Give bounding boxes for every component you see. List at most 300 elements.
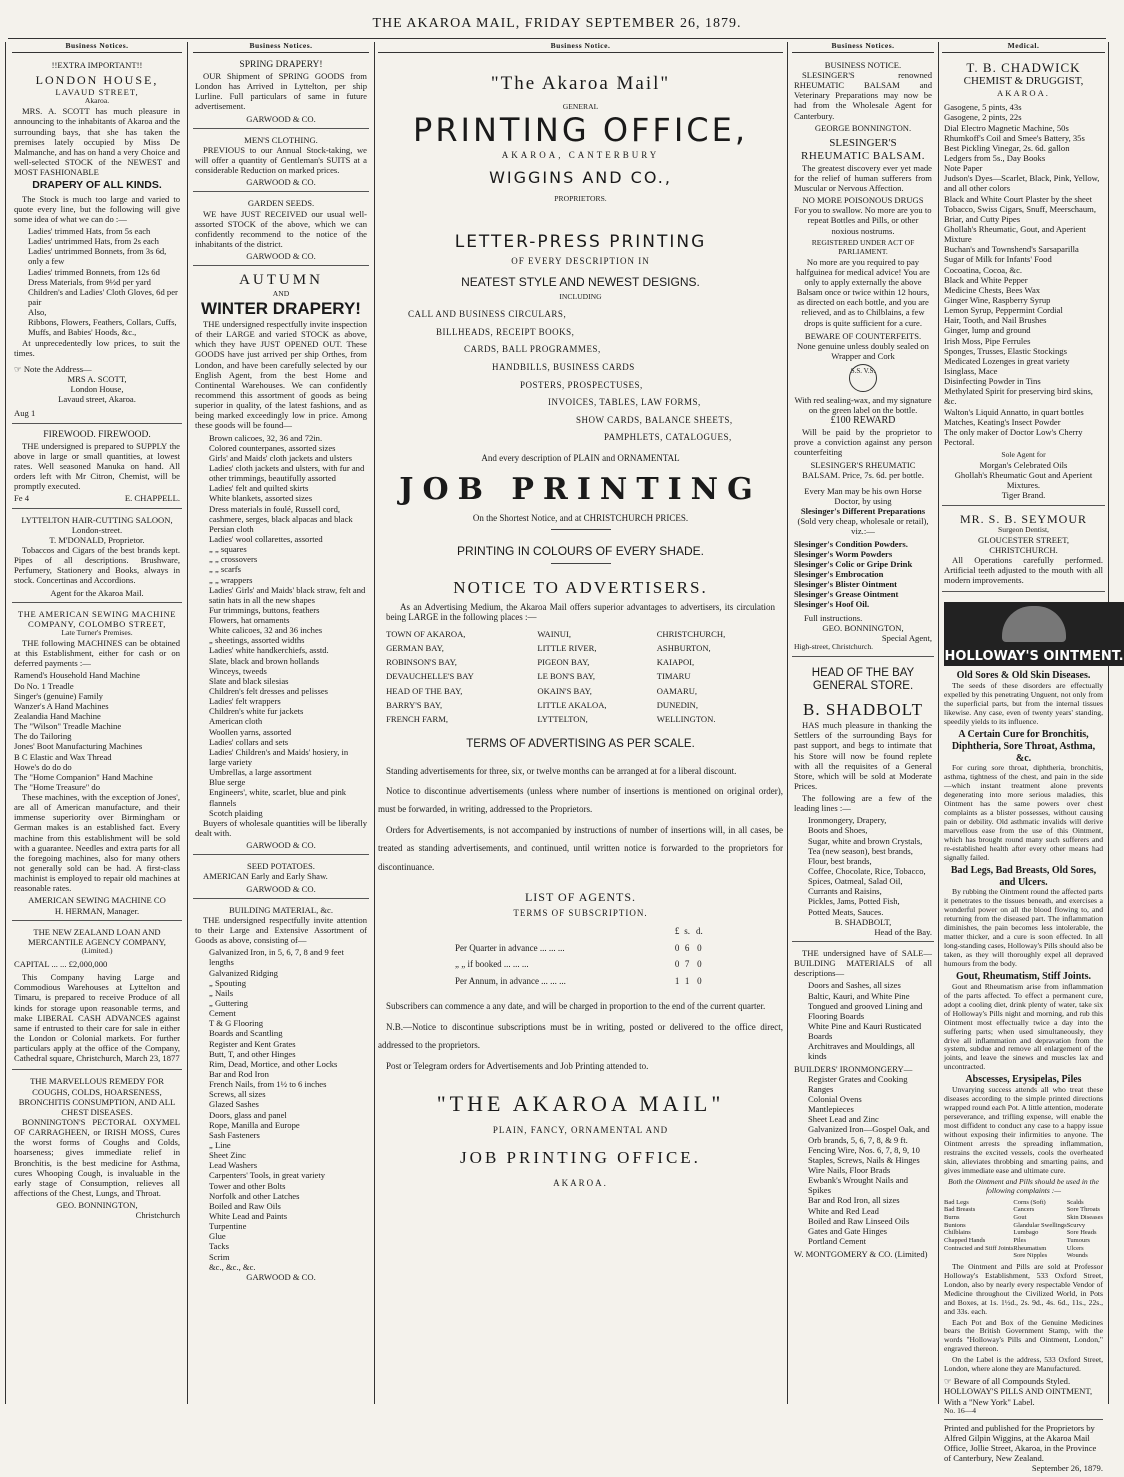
- ad-body: MRS. A. SCOTT has much pleasure in announcing to the inhabitants of Akaroa and the surrounding bays, that she has taken the premises lately occupied by Miss De Malmanche, and has on hand a very Choice and well-selected STOCK of the NEWEST and MOST FASHIONABLE: [14, 106, 180, 178]
- complaints-table: [944, 1199, 1103, 1260]
- list-item: The do Tailoring: [14, 731, 72, 742]
- ad-signature: GARWOOD & CO.: [246, 1271, 316, 1282]
- list-item: Lead Washers: [209, 1160, 258, 1171]
- list-item: Ramend's Household Hand Machine: [14, 670, 140, 681]
- complaint-item: Lumbago: [1013, 1229, 1039, 1237]
- list-item: Slesinger's Condition Powders.: [794, 538, 908, 549]
- table-cell: LYTTELTON,: [537, 713, 588, 724]
- currency-header: s.: [684, 926, 690, 936]
- ad-body: THE undersigned respectfully invite attention to their Large and Extensive Assortment of Goods as above, consisting of—: [195, 914, 367, 946]
- column-rule: [938, 42, 939, 1404]
- colours-label: PRINTING IN COLOURS OF EVERY SHADE.: [457, 543, 704, 558]
- ad-heading: £100 REWARD: [830, 415, 896, 427]
- complaint-item: Wounds: [1066, 1252, 1088, 1260]
- list-item: Slesinger's Hoof Oil.: [794, 599, 870, 610]
- list-item: POSTERS, PROSPECTUSES,: [520, 379, 643, 390]
- table-cell: PIGEON BAY,: [537, 657, 590, 668]
- ad-signature: Head of the Bay.: [874, 926, 932, 937]
- list-item: Ginger Wine, Raspberry Syrup: [944, 294, 1051, 305]
- ad-heading: BUILDERS' IRONMONGERY—: [794, 1063, 913, 1074]
- ad-title: MR. S. B. SEYMOUR: [959, 511, 1088, 526]
- column-rule: [187, 42, 188, 1404]
- holloway-ad: [942, 595, 1124, 1477]
- list-item: Also,: [28, 307, 47, 318]
- list-item: Ladies' trimmed Hats, from 5s each: [28, 226, 151, 237]
- list-item: Flowers, hat ornaments: [209, 615, 290, 626]
- column-rule: [374, 42, 375, 1404]
- list-item: Ledgers from 5s., Day Books: [944, 152, 1046, 163]
- list-item: Galvanized Ridging: [209, 967, 278, 978]
- ad-note: No. 16—4: [944, 1405, 977, 1415]
- ad-heading: NO MORE POISONOUS DRUGS: [802, 195, 924, 206]
- list-item: Methylated Spirit for preserving bird skins, &c.: [944, 386, 1093, 407]
- building-material-ad: [193, 902, 369, 1286]
- hair-saloon-ad: [12, 512, 182, 603]
- list-item: Matches, Keating's Insect Powder: [944, 416, 1061, 427]
- ad-signature: T. M'DONALD, Proprietor.: [49, 534, 145, 545]
- list-item: Glazed Sashes: [209, 1099, 259, 1110]
- column-rule: [787, 42, 788, 1404]
- mail-title: "The Akaroa Mail": [490, 72, 671, 94]
- ad-body: On the Label is the address, 533 Oxford Street, London, where alone they are Manufactured.: [944, 1355, 1103, 1374]
- slesinger-ad: [792, 57, 934, 657]
- ad-title: MEN'S CLOTHING.: [244, 134, 318, 145]
- list-item: „ Spouting: [209, 977, 247, 988]
- allegory-figure-icon: [1002, 606, 1066, 642]
- list-item: Potted Meats, Sauces.: [808, 906, 884, 917]
- column-5: [942, 41, 1124, 1474]
- firm-name: WIGGINS AND CO.,: [489, 167, 672, 187]
- list-item: Buchan's and Townshend's Sarsaparilla: [944, 244, 1079, 255]
- list-item: B C Elastic and Wax Thread: [14, 751, 112, 762]
- ad-heading: DRAPERY OF ALL KINDS.: [32, 179, 162, 192]
- complaint-item: Cancers: [1013, 1206, 1035, 1214]
- ad-body: SLESINGER'S RHEUMATIC BALSAM. Price, 7s. 6d. per bottle.: [802, 459, 924, 480]
- list-item: Rim, Dead, Mortice, and other Locks: [209, 1058, 338, 1069]
- list-item: Zealandia Hand Machine: [14, 710, 101, 721]
- place-label: AKAROA, CANTERBURY: [501, 149, 660, 160]
- sewing-machine-ad: [12, 606, 182, 921]
- list-item: CALL AND BUSINESS CIRCULARS,: [408, 309, 567, 320]
- list-item: Walton's Liquid Annatto, in quart bottles: [944, 406, 1084, 417]
- list-item: Note Paper: [944, 163, 983, 174]
- list-item: Children's white fur jackets: [209, 706, 304, 717]
- ad-signature: GARWOOD & CO.: [246, 840, 316, 851]
- column-rule: [5, 42, 6, 1404]
- terms-paragraph: Notice to discontinue advertisements (unless where number of insertions is mentioned on original order), must be forwarded, in writing, addressed to the Proprietors.: [378, 786, 783, 815]
- list-item: Best Pickling Vinegar, 2s. 6d. gallon: [944, 142, 1070, 153]
- ad-body: This Company having Large and Commodious Warehouses at Lyttelton and Timaru, is prepared to receive Produce of all kinds for storage upon reasonable terms, and make LIBERAL CASH ADVANCES against same if entrusted to their care for sale in either the London or Colonial markets. For further particulars apply at the office of the Company, Cathedral square, Christchurch, March 23, 1877: [14, 972, 180, 1064]
- list-item: Ladies' cloth jackets and ulsters, with fur and other trimmings, beautifully assorted: [209, 462, 365, 484]
- list-item: Ghollah's Rheumatic, Gout, and Aperient Mixture: [944, 223, 1086, 245]
- list-item: Lemon Syrup, Peppermint Cordial: [944, 305, 1063, 316]
- table-cell: „ „ if booked ... ... ...: [454, 959, 529, 970]
- subscription-note: N.B.—Notice to discontinue subscriptions must be in writing, posted or delivered to the office direct, addressed to the proprietors.: [378, 1021, 783, 1051]
- list-item: „ sheetings, assorted widths: [209, 635, 305, 646]
- ad-date: Aug 1: [14, 408, 36, 419]
- list-item: Ladies' untrimmed Hats, from 2s each: [28, 236, 159, 247]
- ad-body: THE following MACHINES can be obtained at this Establishment, either for cash or on deferred payments :—: [14, 637, 180, 669]
- table-cell: Per Quarter in advance ... ... ...: [454, 942, 565, 953]
- ad-item-list: [195, 947, 367, 1272]
- ad-title: SPRING DRAPERY!: [239, 59, 323, 70]
- list-item: Gates and Gate Hinges: [808, 1225, 887, 1236]
- table-cell: ASHBURTON,: [656, 643, 711, 654]
- list-item: Sugar, white and brown Crystals,: [808, 835, 923, 846]
- ad-signature: GARWOOD & CO.: [246, 251, 316, 262]
- list-item: Wire Nails, Floor Brads: [808, 1164, 891, 1175]
- column-rule: [1108, 42, 1109, 1404]
- ad-town: Akaroa.: [84, 96, 110, 106]
- list-item: Slate, black and brown hollands: [209, 655, 320, 666]
- complaint-item: Sore Throats: [1066, 1206, 1100, 1214]
- ad-title: LYTTELTON HAIR-CUTTING SALOON,: [21, 514, 173, 525]
- letterpress-title: LETTER-PRESS PRINTING: [454, 232, 707, 253]
- list-item: Engineers', white, scarlet, blue and pink flannels: [209, 787, 347, 808]
- ad-body: At unprecedentedly low prices, to suit the times.: [14, 337, 180, 358]
- table-cell: LITTLE AKALOA,: [537, 699, 607, 710]
- list-item: Ladies' untrimmed Bonnets, from 3s 6d, only a few: [28, 246, 167, 267]
- table-row: [386, 627, 775, 641]
- list-item: Ginger, lump and ground: [944, 325, 1031, 336]
- ad-body: (Sold very cheap, wholesale or retail), viz.:—: [797, 516, 929, 537]
- ad-signature: GEO. BONNINGTON,: [822, 622, 904, 633]
- ad-street: LAVAUD STREET,: [55, 87, 139, 98]
- complaint-item: Contracted and Stiff Joints: [944, 1244, 1014, 1252]
- complaint-item: Rheumatism: [1013, 1244, 1047, 1252]
- plain-label: And every description of PLAIN and ORNAMENTAL: [481, 453, 680, 464]
- ad-body: OUR Shipment of SPRING GOODS from London has Arrived in Lyttelton, per ship Lurline. Full particulars of same in future advertisement.: [195, 71, 367, 112]
- list-item: Black and White Pepper: [944, 274, 1028, 285]
- remedy-ad: [12, 1073, 182, 1224]
- mens-clothing-ad: [193, 132, 369, 193]
- complaint-item: Ulcers: [1066, 1244, 1084, 1252]
- complaints-column: [1013, 1199, 1066, 1260]
- list-item: Disinfecting Powder in Tins: [944, 376, 1041, 387]
- seal-stamp: S.S. V.S.: [849, 364, 877, 392]
- list-item: Glue: [209, 1231, 226, 1242]
- complaints-column: [944, 1199, 1013, 1260]
- currency-header: d.: [696, 926, 703, 936]
- list-item: Slesinger's Grease Ointment: [794, 589, 899, 600]
- column-header: Business Notice.: [378, 42, 783, 53]
- list-item: Fur trimmings, buttons, feathers: [209, 604, 320, 615]
- complaint-item: Glandular Swellings: [1013, 1221, 1067, 1229]
- list-item: Sash Fasteners: [209, 1129, 260, 1140]
- complaint-item: Bad Legs: [944, 1198, 969, 1206]
- list-item: Scotch plaiding: [209, 807, 263, 818]
- subscription-note: Post or Telegram orders for Advertisements and Job Printing attended to.: [386, 1060, 649, 1071]
- complaint-item: Skin Diseases: [1066, 1213, 1103, 1221]
- table-row: [386, 641, 775, 655]
- ad-address: CHRISTCHURCH.: [989, 544, 1058, 555]
- ad-body: These machines, with the exception of Jones', are all of American manufacture, and their immense superiority over Birmingham or German makes is an established fact. Every machine from this establishment will be sold with a guarantee. Needles and extra parts for all the foregoing machines, also for many others not generally sold can be had. A first-class machinist is employed to repair old machines at reasonable rates.: [14, 792, 180, 894]
- list-item: Boiled and Raw Oils: [209, 1200, 281, 1211]
- services-list: [378, 309, 783, 443]
- complaints-column: [1067, 1199, 1103, 1260]
- table-cell: 0: [697, 959, 702, 970]
- ad-title: GARDEN SEEDS.: [247, 198, 315, 209]
- table-row: [386, 655, 775, 669]
- table-cell: 6: [684, 942, 690, 953]
- list-item: Gasogene, 5 pints, 43s: [944, 102, 1022, 113]
- list-item: Sugar of Milk for Infants' Food: [944, 254, 1052, 265]
- list-item: Rhumkoff's Coil and Smee's Battery, 35s: [944, 132, 1085, 143]
- table-cell: WAINUI,: [537, 629, 572, 640]
- list-item: The "Home Treasure" do: [14, 781, 101, 792]
- list-item: Girls' and Maids' cloth jackets and ulsters: [209, 452, 352, 463]
- terms-paragraphs: [378, 762, 783, 877]
- ad-signature: B. SHADBOLT,: [834, 916, 892, 927]
- list-item: Portland Cement: [808, 1235, 866, 1246]
- ad-signature: E. CHAPPELL.: [124, 493, 180, 504]
- table-cell: FRENCH FARM,: [386, 713, 449, 724]
- ad-body: Will be paid by the proprietor to prove a conviction against any person counterfeiting: [794, 427, 932, 458]
- ad-title: SEED POTATOES.: [247, 861, 315, 872]
- table-row: [386, 712, 775, 726]
- list-item: „ „ wrappers: [209, 574, 253, 585]
- list-item: Colonial Ovens: [808, 1094, 862, 1104]
- shadbolt-ad: [792, 660, 934, 942]
- table-cell: DEVAUCHELLE'S BAY: [386, 671, 474, 682]
- table-cell: 1: [684, 975, 690, 986]
- table-cell: LITTLE RIVER,: [537, 643, 597, 654]
- ad-signature: W. MONTGOMERY & CO. (Limited): [794, 1249, 928, 1260]
- complaint-item: Chapped Hands: [944, 1236, 986, 1244]
- ad-signature: GEO. BONNINGTON,: [56, 1200, 138, 1211]
- ad-body: With red sealing-wax, and my signature on the green label on the bottle.: [794, 395, 932, 416]
- table-cell: Per Annum, in advance ... ... ...: [454, 975, 566, 986]
- akaroa-label: AKAROA.: [553, 1177, 608, 1188]
- ad-body: The Ointment and Pills are sold at Professor Holloway's Establishment, 533 Oxford Street, London, also by nearly every respectable Vendor of Medicine throughout the Civilized World, in Pots and Boxes, at 1s. 1½d., 2s. 9d., 4s. 6d., 11s., 22s., and 33s. each.: [944, 1261, 1103, 1316]
- ad-town: AKAROA.: [997, 88, 1050, 99]
- ad-item-list: [944, 102, 1103, 447]
- every-label: OF EVERY DESCRIPTION IN: [511, 256, 650, 267]
- ad-title: THE MARVELLOUS REMEDY FOR COUGHS, COLDS, HOARSENESS, BRONCHITIS CONSUMPTION, AND ALL CHEST DISEASES.: [18, 1076, 176, 1117]
- ad-signature: MRS A. SCOTT,: [67, 373, 127, 384]
- table-cell: OAMARU,: [656, 685, 698, 696]
- list-item: „ Nails: [209, 987, 234, 998]
- table-cell: TIMARU: [656, 671, 691, 682]
- ad-body: The seeds of these disorders are effectually expelled by this penetrating Unguent, not only from the superficial parts, but from the internal tissues likewise. Any case, even of twenty years' standing, speedily yields to its influence.: [944, 681, 1103, 726]
- list-item: Norfolk and other Latches: [209, 1190, 300, 1201]
- ad-body: Tiger Brand.: [1001, 490, 1046, 501]
- list-item: Sheet Lead and Zinc: [808, 1114, 879, 1125]
- ad-heading: Old Sores & Old Skin Diseases.: [956, 670, 1091, 682]
- list-item: Sheet Zinc: [209, 1150, 246, 1161]
- table-row: [455, 940, 706, 957]
- list-item: Doors, glass and panel: [209, 1109, 287, 1120]
- ad-heading: RHEUMATIC BALSAM.: [800, 149, 925, 162]
- plain-fancy-label: PLAIN, FANCY, ORNAMENTAL AND: [492, 1125, 669, 1136]
- column-header: Business Notices.: [792, 42, 934, 53]
- list-item: Spices, Oatmeal, Salad Oil,: [808, 876, 903, 887]
- complaint-item: Bad Breasts: [944, 1206, 976, 1214]
- list-item: Ladies' felt and quilted skirts: [209, 483, 309, 494]
- list-item: Galvanized Iron, in 5, 6, 7, 8 and 9 feet lengths: [209, 947, 344, 968]
- table-cell: WELLINGTON.: [656, 713, 716, 724]
- subscription-notes: [378, 997, 783, 1075]
- list-item: Coffee, Chocolate, Rice, Tobacco,: [808, 866, 926, 877]
- list-item: SHOW CARDS, BALANCE SHEETS,: [576, 414, 733, 425]
- ad-title: BUSINESS NOTICE.: [824, 59, 902, 70]
- list-item: Medicine Chests, Bees Wax: [944, 284, 1041, 295]
- ad-body: Each Pot and Box of the Genuine Medicines bears the British Government Stamp, with the words "Holloway's Pills and Ointment, London," engraved thereon.: [944, 1317, 1103, 1354]
- mail-big-title: "THE AKAROA MAIL": [436, 1091, 725, 1117]
- ad-signature: Special Agent,: [881, 632, 932, 643]
- masthead: THE AKAROA MAIL, FRIDAY SEPTEMBER 26, 1879.: [372, 16, 742, 31]
- ad-body: For you to swallow. No more are you to repeat Bottles and Pills, or other noxious nostrums.: [794, 205, 932, 236]
- holloway-logo: [944, 602, 1124, 666]
- list-item: White blankets, assorted sizes: [209, 493, 313, 504]
- list-item: Boards and Scantling: [209, 1028, 283, 1039]
- list-item: „ „ squares: [209, 544, 247, 555]
- ad-note: REGISTERED UNDER ACT OF PARLIAMENT.: [811, 237, 915, 256]
- ad-body: WE have JUST RECEIVED our usual well-assorted STOCK of the above, which we can confidently recommend to the notice of the inhabitants of the district.: [195, 208, 367, 250]
- list-item: PAMPHLETS, CATALOGUES,: [604, 432, 732, 443]
- ad-address: GLOUCESTER STREET,: [977, 534, 1070, 545]
- list-item: Winceys, tweeds: [209, 665, 267, 676]
- list-item: Rope, Manilla and Europe: [209, 1119, 300, 1130]
- list-item: The only maker of Doctor Low's Cherry Pectoral.: [944, 426, 1083, 447]
- table-cell: DUNEDIN,: [656, 699, 698, 710]
- column-1: [12, 42, 182, 1404]
- ad-subtitle: AND: [272, 288, 290, 298]
- list-item: „ „ crossovers: [209, 554, 258, 565]
- table-cell: OKAIN'S BAY,: [537, 685, 592, 696]
- ad-heading: ☞ Beware of all Compounds Styled.: [944, 1376, 1071, 1387]
- firewood-ad: [12, 427, 182, 509]
- list-item: Jones' Boot Manufacturing Machines: [14, 741, 143, 752]
- list-item: „ Guttering: [209, 997, 248, 1008]
- list-item: Ladies' collars and sets: [209, 736, 289, 747]
- ad-item-list: [14, 226, 180, 338]
- list-item: The "Wilson" Treadle Machine: [14, 721, 122, 732]
- ad-item-list: [794, 1074, 932, 1246]
- table-cell: LE BON'S BAY,: [537, 671, 596, 682]
- ad-street: London-street.: [71, 524, 123, 535]
- ad-subtitle: Late Turner's Premises.: [61, 628, 133, 637]
- ad-body: THE undersigned is prepared to SUPPLY the above in large or small quantities, at lowest rates. Well seasoned Manuka on hand. All orders left with Mr Citron, Chemist, will be promptly executed.: [14, 440, 180, 492]
- ad-body: Ghollah's Rheumatic Gout and Aperient Mixtures.: [954, 470, 1093, 491]
- ad-item-list: [794, 980, 932, 1061]
- table-cell: 0: [674, 959, 680, 970]
- list-item: Howe's do do do: [14, 761, 72, 772]
- table-cell: TOWN OF AKAROA,: [386, 629, 466, 640]
- ad-address: High-street, Christchurch.: [794, 641, 874, 651]
- list-item: Register Grates and Cooking Ranges: [808, 1073, 908, 1094]
- currency-header: £: [674, 926, 680, 936]
- ad-body: Every Man may be his own Horse Doctor, by using: [804, 485, 922, 506]
- towns-table: [386, 627, 775, 726]
- ad-signature: GARWOOD & CO.: [246, 113, 316, 124]
- table-row: [386, 669, 775, 683]
- ad-address: Lavaud street, Akaroa.: [58, 394, 136, 405]
- table-cell: 0: [697, 942, 702, 953]
- ad-heading: SLESINGER'S: [829, 136, 897, 149]
- list-item: Brown calicoes, 32, 36 and 72in.: [209, 432, 323, 443]
- list-item: Staples, Screws, Nails & Hinges: [808, 1154, 920, 1165]
- montgomery-ad: [792, 945, 934, 1263]
- ad-heading: Slesinger's Different Preparations: [800, 506, 926, 517]
- ad-title: FIREWOOD. FIREWOOD.: [43, 429, 151, 440]
- complaint-item: Gout: [1013, 1213, 1027, 1221]
- table-cell: 7: [684, 959, 690, 970]
- list-item: Mantlepieces: [808, 1104, 854, 1115]
- table-cell: 0: [697, 975, 702, 986]
- list-item: Doors and Sashes, all sizes: [808, 980, 901, 991]
- list-item: Ladies' trimmed Bonnets, from 12s 6d: [28, 266, 160, 277]
- ad-heading: HOLLOWAY'S PILLS AND OINTMENT,: [944, 1386, 1093, 1397]
- list-item: Carpenters' Tools, in great variety: [209, 1170, 326, 1181]
- list-item: Architraves and Mouldings, all kinds: [808, 1041, 915, 1062]
- ad-address: London House,: [70, 384, 124, 395]
- notice-title: NOTICE TO ADVERTISERS.: [453, 577, 708, 597]
- london-house-ad: [12, 57, 182, 424]
- ad-title: LONDON HOUSE,: [35, 72, 159, 87]
- ad-body: None genuine unless doubly sealed on Wrapper and Cork: [797, 340, 929, 361]
- list-item: White Pine and Kauri Rusticated Boards: [808, 1021, 922, 1042]
- ad-note: Agent for the Akaroa Mail.: [50, 587, 144, 598]
- ad-item-list: [794, 539, 932, 610]
- list-item: Colored counterpanes, assorted sizes: [209, 442, 336, 453]
- list-item: Ribbons, Flowers, Feathers, Collars, Cuffs, Muffs, and Babies' Hoods, &c.,: [28, 317, 177, 338]
- ad-title: THE NEW ZEALAND LOAN AND MERCANTILE AGENCY COMPANY,: [28, 926, 166, 947]
- including-label: INCLUDING: [559, 292, 602, 302]
- complaint-item: Sore Heads: [1066, 1229, 1097, 1237]
- complaint-item: Corns (Soft): [1013, 1198, 1046, 1206]
- autumn-drapery-ad: [193, 269, 369, 855]
- ad-body: The following are a few of the leading lines :—: [794, 793, 932, 814]
- agents-title: LIST OF AGENTS.: [524, 890, 637, 905]
- list-item: Dress materials in foulé, Russell cord, cashmere, serges, black alpacas and black Persian cloth: [209, 503, 353, 534]
- ad-heading: WINTER DRAPERY!: [201, 298, 361, 318]
- ad-title: HEAD OF THE BAY GENERAL STORE.: [811, 666, 915, 693]
- ad-body: THE undersigned respectfully invite inspection of their LARGE and varied STOCK as above, which they have JUST OPENED OUT. These GOODS have just arrived per ship Orthes, from London, and have been carefully selected by our English Agent, from the best Home and Continental Warehouses. We can confidently recommend this assortment of goods as being superior in quality, of the latest fashions, and as being marked exceedingly low in price. Among these goods will be found—: [195, 318, 367, 431]
- list-item: Ironmongery, Drapery,: [808, 815, 887, 826]
- complaint-item: Chilblains: [944, 1229, 971, 1237]
- list-item: Butt, T, and other Hinges: [209, 1048, 296, 1059]
- list-item: Umbrellas, a large assortment: [209, 767, 312, 778]
- list-item: The "Home Companion" Hand Machine: [14, 771, 153, 782]
- ad-body: By rubbing the Ointment round the affected parts it penetrates to the tissues beneath, and exercises a wonderful power on all the blood flowing to, and returning from the diseased part. The inflammation diminishes, the pain becomes less intolerable, the matter thicker, and a cure is soon effected. In all long-standing cases, Holloway's Pills should also be taken, as they will thoroughly expel all depraved humours from the body.: [944, 887, 1103, 969]
- list-item: Screws, all sizes: [209, 1089, 266, 1100]
- table-cell: ROBINSON'S BAY,: [386, 657, 457, 668]
- list-item: Slesinger's Blister Ointment: [794, 579, 897, 590]
- ad-title: T. B. CHADWICK: [966, 59, 1081, 75]
- list-item: Scrim: [209, 1251, 230, 1262]
- list-item: Do No. 1 Treadle: [14, 680, 74, 691]
- ad-title: BUILDING MATERIAL, &c.: [228, 904, 334, 915]
- list-item: Tea (new season), best brands,: [808, 845, 913, 856]
- column-header: Medical.: [942, 42, 1105, 53]
- table-cell: GERMAN BAY,: [386, 643, 444, 654]
- table-cell: HEAD OF THE BAY,: [386, 685, 463, 696]
- ad-signature: GEORGE BONNINGTON.: [814, 122, 912, 133]
- list-item: Boiled and Raw Linseed Oils: [808, 1215, 910, 1226]
- terms-paragraph: Standing advertisements for three, six, or twelve months can be arranged at for a liberal discount.: [386, 765, 737, 776]
- ad-body: Unvarying success attends all who treat these diseases according to the simple printed directions wrapped round each Pot. A little attention, moderate perseverance, and trifling expense, will enable the most diffident to conduct any case to a happy issue without exposing their infirmities to anyone. The Ointment arrests the spreading inflammation, restrains the excited vessels, cools the overheated skin, alleviates throbbing and smarting pains, and gives immediate ease and ultimate cure.: [944, 1085, 1103, 1175]
- list-item: Flour, best brands,: [808, 855, 872, 866]
- seymour-ad: [942, 509, 1105, 593]
- list-item: Singer's (genuine) Family: [14, 690, 103, 701]
- list-item: Black and White Court Plaster by the sheet: [944, 193, 1093, 204]
- ad-heading: B. SHADBOLT: [803, 700, 923, 720]
- ad-body: The greatest discovery ever yet made for the relief of human sufferers from Muscular or Nervous Affection.: [794, 162, 932, 194]
- column-center: [378, 42, 783, 1404]
- list-item: T & G Flooring: [209, 1018, 264, 1029]
- ad-body: THE undersigned have of SALE— BUILDING MATERIALS of all descriptions—: [794, 948, 932, 979]
